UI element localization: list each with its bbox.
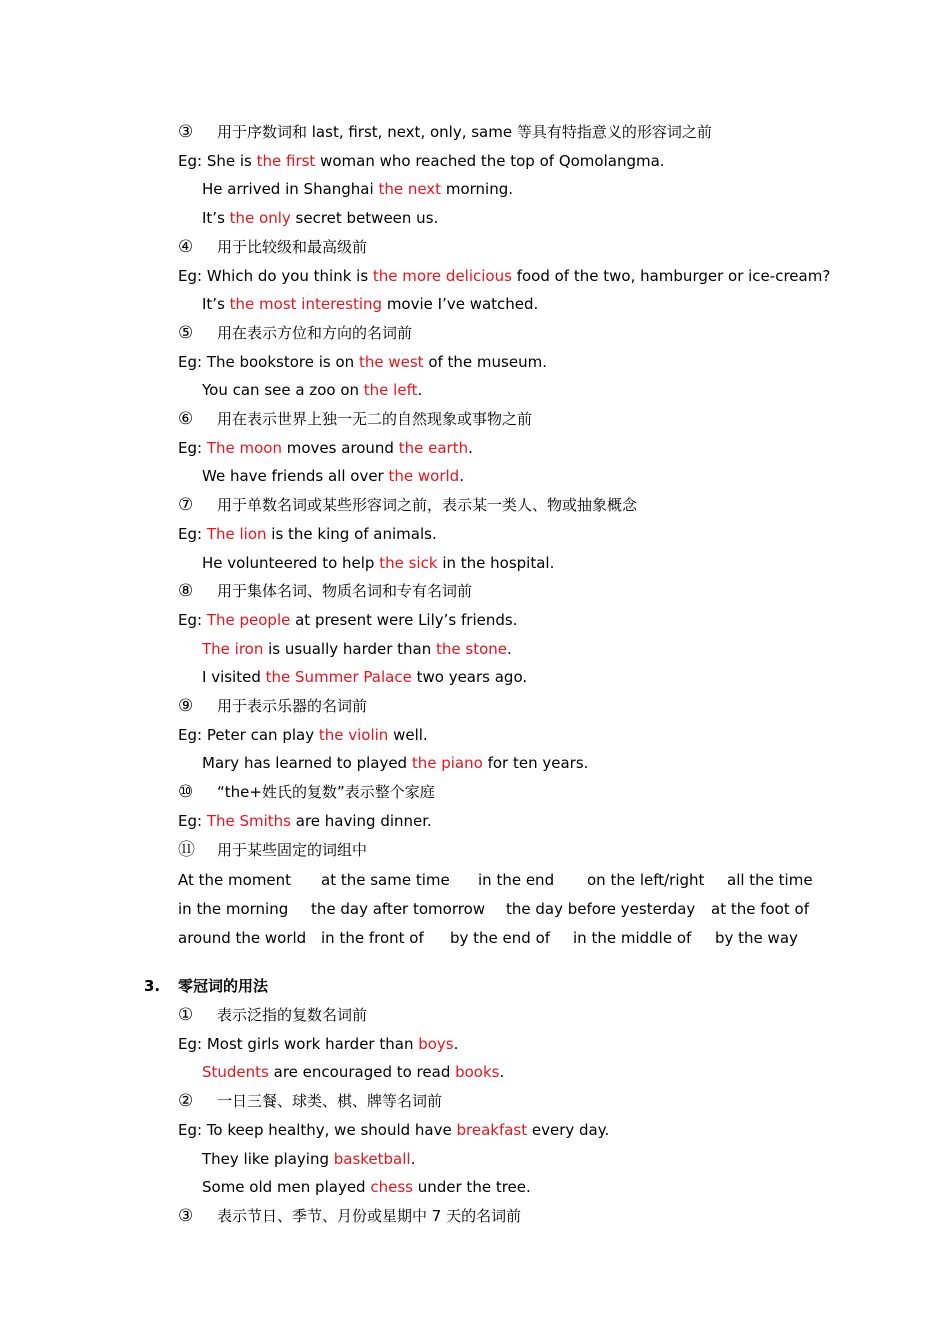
highlighted-article-phrase: the Summer Palace	[265, 668, 412, 687]
example-text: You can see a zoo on	[202, 381, 364, 400]
rule-text: 用在表示世界上独一无二的自然现象或事物之前	[217, 410, 533, 428]
fixed-phrase-row	[178, 899, 808, 919]
example-text: is the king of animals.	[266, 524, 437, 543]
highlighted-article-phrase: Students	[202, 1063, 269, 1082]
highlighted-article-phrase: boys	[418, 1034, 454, 1053]
rule-text: 用于集体名词、物质名词和专有名词前	[217, 582, 473, 601]
highlighted-article-phrase: The people	[206, 610, 291, 629]
rule-heading	[178, 696, 367, 716]
rule-heading	[178, 1091, 442, 1111]
rule-text: 用于表示乐器的名词前	[217, 697, 368, 715]
example-text: .	[417, 381, 423, 400]
highlighted-article-phrase: the world	[388, 467, 460, 486]
rule-text: 用于比较级和最高级前	[217, 237, 368, 256]
highlighted-article-phrase: the piano	[411, 754, 483, 773]
example-text: Mary has learned to played	[202, 754, 412, 773]
rule-heading	[178, 840, 367, 860]
example-continuation	[202, 1177, 531, 1197]
highlighted-article-phrase: The moon	[206, 438, 282, 457]
example-text: Eg:	[178, 524, 207, 543]
fixed-phrase: At the moment	[178, 871, 292, 889]
rule-number: ③	[178, 122, 194, 142]
rule-heading	[178, 323, 412, 343]
example-text: movie I’ve watched.	[382, 295, 539, 314]
example-continuation	[202, 179, 513, 199]
rule-heading	[178, 495, 637, 515]
section-title-text: 零冠词的用法	[178, 977, 269, 995]
fixed-phrase: on the left/right	[587, 871, 705, 889]
example-text: are having dinner.	[291, 811, 432, 830]
highlighted-article-phrase: The iron	[202, 639, 264, 658]
example-text: food of the two, hamburger or ice-cream?	[511, 266, 831, 285]
example-continuation	[202, 1062, 504, 1082]
highlighted-article-phrase: the stone	[436, 639, 508, 658]
example-continuation	[202, 639, 512, 659]
highlighted-article-phrase: the only	[229, 209, 291, 228]
example-text: Eg: She is	[178, 151, 257, 170]
fixed-phrase: around the world	[178, 929, 307, 947]
rule-heading	[178, 409, 532, 429]
example-line	[178, 725, 428, 745]
example-text: .	[410, 1149, 416, 1168]
example-text: Eg: Peter can play	[178, 725, 319, 744]
example-text: at present were Lily’s friends.	[290, 610, 518, 629]
example-continuation	[202, 208, 438, 228]
highlighted-article-phrase: the next	[378, 180, 442, 199]
example-line	[178, 524, 437, 544]
highlighted-article-phrase: breakfast	[456, 1120, 528, 1139]
example-line	[178, 610, 517, 630]
fixed-phrase: in the middle of	[573, 929, 692, 947]
highlighted-article-phrase: the left	[363, 381, 418, 400]
fixed-phrase: the day before yesterday	[506, 900, 696, 918]
rule-text: 用于某些固定的词组中	[217, 840, 368, 859]
highlighted-article-phrase: books	[455, 1063, 500, 1082]
example-text: Eg: Most girls work harder than	[178, 1034, 419, 1053]
example-text: Eg:	[178, 610, 207, 629]
highlighted-article-phrase: the earth	[398, 438, 469, 457]
example-text: of the museum.	[423, 352, 547, 371]
fixed-phrase: in the end	[478, 871, 555, 889]
fixed-phrase-row	[178, 928, 808, 948]
example-text: morning.	[441, 180, 513, 199]
rule-text: 表示节日、季节、月份或星期中 7 天的名词前	[217, 1206, 522, 1225]
example-continuation	[202, 1149, 415, 1169]
example-text: Eg:	[178, 811, 207, 830]
example-text: Eg: To keep healthy, we should have	[178, 1120, 457, 1139]
example-text: I visited	[202, 668, 266, 687]
example-text: Eg:	[178, 438, 207, 457]
example-line	[178, 352, 547, 372]
example-text: He arrived in Shanghai	[202, 180, 379, 199]
example-text: .	[499, 1063, 505, 1082]
rule-text: 用在表示方位和方向的名词前	[217, 323, 413, 342]
rule-heading	[178, 122, 712, 142]
example-text: Some old men played	[202, 1178, 371, 1197]
example-text: secret between us.	[290, 209, 439, 228]
example-text: .	[453, 1034, 459, 1053]
example-text: moves around	[281, 438, 399, 457]
example-continuation	[202, 667, 527, 687]
example-line	[178, 438, 473, 458]
example-text: We have friends all over	[202, 467, 389, 486]
highlighted-article-phrase: the most interesting	[229, 295, 383, 314]
fixed-phrase: by the way	[715, 929, 798, 947]
rule-number: ⑨	[178, 696, 194, 716]
fixed-phrase: in the front of	[321, 929, 424, 947]
section-3-title	[144, 976, 268, 996]
fixed-phrase-row	[178, 870, 813, 890]
example-continuation	[202, 380, 422, 400]
example-continuation	[202, 553, 554, 573]
fixed-phrase: in the morning	[178, 900, 289, 918]
rule-number: ⑤	[178, 322, 194, 343]
highlighted-article-phrase: basketball	[333, 1149, 411, 1168]
example-continuation	[202, 294, 538, 314]
example-text: every day.	[527, 1120, 610, 1139]
rule-number: ⑪	[178, 839, 195, 860]
rule-text: 一日三餐、球类、棋、牌等名词前	[217, 1092, 443, 1111]
rule-heading	[178, 237, 367, 257]
example-text: .	[507, 639, 512, 658]
example-text: is usually harder than	[263, 639, 437, 658]
highlighted-article-phrase: the more delicious	[372, 266, 512, 285]
example-continuation	[202, 753, 588, 773]
example-line	[178, 266, 830, 286]
rule-number: ③	[178, 1205, 194, 1226]
rule-heading	[178, 1206, 521, 1226]
rule-text: 表示泛指的复数名词前	[217, 1006, 368, 1024]
example-text: for ten years.	[482, 754, 589, 773]
example-text: .	[468, 438, 473, 457]
example-text: woman who reached the top of Qomolangma.	[315, 151, 665, 170]
example-text: They like playing	[202, 1149, 334, 1168]
example-text: are encouraged to read	[268, 1063, 456, 1082]
fixed-phrase: all the time	[727, 871, 813, 889]
example-line	[178, 1120, 609, 1140]
example-line	[178, 151, 665, 171]
rule-number: ④	[178, 236, 194, 257]
rule-text: 用于序数词和 last, first, next, only, same 等具有特指意义的形容词之前	[217, 123, 712, 141]
highlighted-article-phrase: The Smiths	[206, 811, 291, 830]
rule-number: ⑦	[178, 495, 194, 516]
highlighted-article-phrase: the first	[256, 151, 316, 170]
rule-text: 用于单数名词或某些形容词之前，表示某一类人、物或抽象概念	[217, 496, 638, 515]
example-text: under the tree.	[412, 1178, 531, 1197]
fixed-phrase: at the same time	[321, 871, 450, 889]
example-text: well.	[388, 725, 428, 744]
highlighted-article-phrase: the west	[358, 352, 424, 371]
example-text: It’s	[202, 295, 230, 314]
example-text: two years ago.	[411, 668, 528, 687]
fixed-phrase: by the end of	[450, 929, 551, 947]
highlighted-article-phrase: the violin	[318, 725, 389, 744]
example-text: He volunteered to help	[202, 553, 380, 572]
example-continuation	[202, 466, 464, 486]
rule-number: ①	[178, 1005, 194, 1025]
section-number: 3.	[144, 977, 161, 995]
example-text: It’s	[202, 209, 230, 228]
rule-heading	[178, 581, 472, 601]
highlighted-article-phrase: the sick	[379, 553, 438, 572]
rule-number: ⑩	[178, 782, 194, 803]
example-text: .	[459, 467, 464, 486]
example-text: in the hospital.	[437, 553, 555, 572]
example-line	[178, 811, 432, 831]
fixed-phrase: the day after tomorrow	[311, 900, 486, 918]
example-text: Eg: The bookstore is on	[178, 352, 359, 371]
rule-number: ⑧	[178, 581, 194, 602]
rule-number: ⑥	[178, 409, 194, 429]
rule-heading	[178, 782, 435, 802]
example-text: Eg: Which do you think is	[178, 266, 373, 285]
highlighted-article-phrase: The lion	[206, 524, 267, 543]
fixed-phrase: at the foot of	[711, 900, 809, 918]
rule-text: “the+姓氏的复数”表示整个家庭	[217, 783, 435, 802]
example-line	[178, 1034, 458, 1054]
highlighted-article-phrase: chess	[370, 1178, 413, 1197]
rule-number: ②	[178, 1091, 194, 1112]
rule-heading	[178, 1005, 367, 1025]
